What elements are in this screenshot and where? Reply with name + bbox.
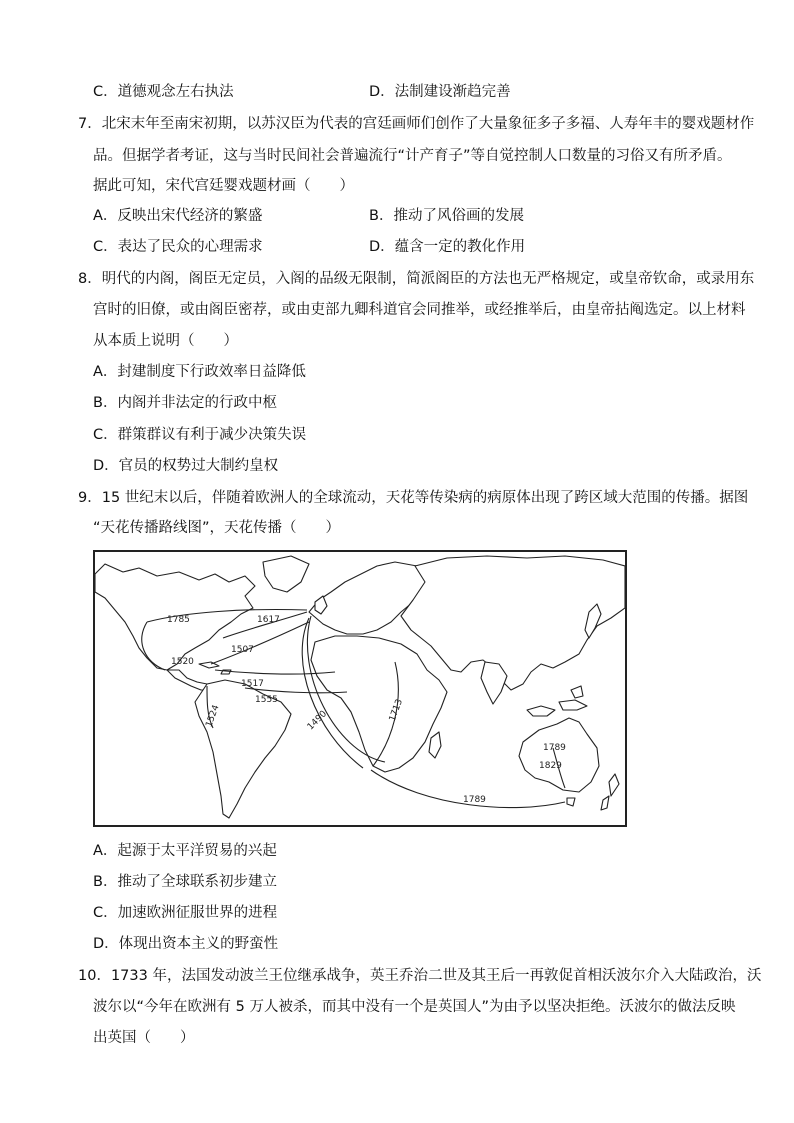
- year-label-1789-upper: 1789: [543, 743, 566, 753]
- q7-stem-line-1: 7．北宋末年至南宋初期，以苏汉臣为代表的宫廷画师们创作了大量象征多子多福、人寿年丰的婴戏题材作: [78, 116, 755, 132]
- q9-option-d: D．体现出资本主义的野蛮性: [93, 936, 279, 952]
- q7-stem-line-2: 品。但据学者考证，这与当时民间社会普遍流行“计产育子”等自觉控制人口数量的习俗又有所矛盾。: [93, 148, 732, 164]
- q7-option-b: B．推动了风俗画的发展: [369, 208, 524, 224]
- q8-stem-line-2: 宫时的旧僚，或由阁臣密荐，或由吏部九卿科道官会同推举，或经推举后，由皇帝拈阄选定。以上材料: [93, 302, 746, 318]
- world-map-svg: [95, 552, 625, 825]
- q9-stem-line-1: 9．15 世纪末以后，伴随着欧洲人的全球流动，天花等传染病的病原体出现了跨区域大范围的传播。据图: [78, 490, 749, 506]
- q10-stem-line-2: 波尔以“今年在欧洲有 5 万人被杀，而其中没有一个是英国人”为由予以坚决拒绝。沃波尔的做法反映: [93, 999, 736, 1015]
- q7-option-c: C．表达了民众的心理需求: [93, 239, 263, 255]
- q6-option-c: C．道德观念左右执法: [93, 84, 234, 100]
- q9-option-a: A．起源于太平洋贸易的兴起: [93, 843, 277, 859]
- year-label-1520: 1520: [171, 657, 194, 667]
- route-europe-to-caribbean-1507: [211, 622, 309, 664]
- q8-option-d: D．官员的权势过大制约皇权: [93, 458, 279, 474]
- year-label-1789-lower: 1789: [463, 795, 486, 805]
- madagascar-island: [429, 732, 441, 758]
- q7-option-a: A．反映出宋代经济的繁盛: [93, 208, 263, 224]
- q7-stem-line-3: 据此可知，宋代宫廷婴戏题材画（ ）: [93, 178, 354, 194]
- q10-stem-line-3: 出英国（ ）: [93, 1030, 195, 1046]
- year-label-1555: 1555: [255, 695, 278, 705]
- q8-option-a: A．封建制度下行政效率日益降低: [93, 364, 306, 380]
- smallpox-route-map: [93, 550, 627, 827]
- q8-stem-line-1: 8．明代的内阁，阁臣无定员，入阁的品级无限制，简派阁臣的方法也无严格规定，或皇帝钦命，或录用东: [78, 271, 755, 287]
- q9-option-c: C．加速欧洲征服世界的进程: [93, 905, 278, 921]
- africa-landmass: [311, 636, 447, 772]
- q8-stem-line-3: 从本质上说明（ ）: [93, 333, 238, 349]
- year-label-1829: 1829: [539, 761, 562, 771]
- q8-option-c: C．群策群议有利于减少决策失误: [93, 427, 307, 443]
- q9-option-b: B．推动了全球联系初步建立: [93, 874, 277, 890]
- year-label-1617: 1617: [257, 615, 280, 625]
- year-label-1524: 1524: [204, 703, 222, 729]
- q9-stem-line-2: “天花传播路线图”，天花传播（ ）: [93, 520, 341, 536]
- q8-option-b: B．内阁并非法定的行政中枢: [93, 395, 277, 411]
- q6-option-d: D．法制建设渐趋完善: [369, 84, 511, 100]
- year-label-1713: 1713: [387, 697, 405, 723]
- indonesia-islands: [527, 686, 587, 716]
- year-label-1507: 1507: [231, 645, 254, 655]
- q10-stem-line-1: 10．1733 年，法国发动波兰王位继承战争，英王乔治二世及其王后一再敦促首相沃波尔介入大陆政治，沃: [78, 968, 762, 984]
- new-zealand-islands: [601, 774, 619, 810]
- year-label-1517: 1517: [241, 679, 264, 689]
- australia-landmass: [519, 718, 599, 792]
- tasmania-island: [567, 798, 575, 806]
- q7-option-d: D．蕴含一定的教化作用: [369, 239, 526, 255]
- year-label-1490: 1490: [305, 709, 330, 733]
- greenland-landmass: [263, 556, 309, 592]
- caribbean-islands: [199, 662, 231, 674]
- year-label-1785: 1785: [167, 615, 190, 625]
